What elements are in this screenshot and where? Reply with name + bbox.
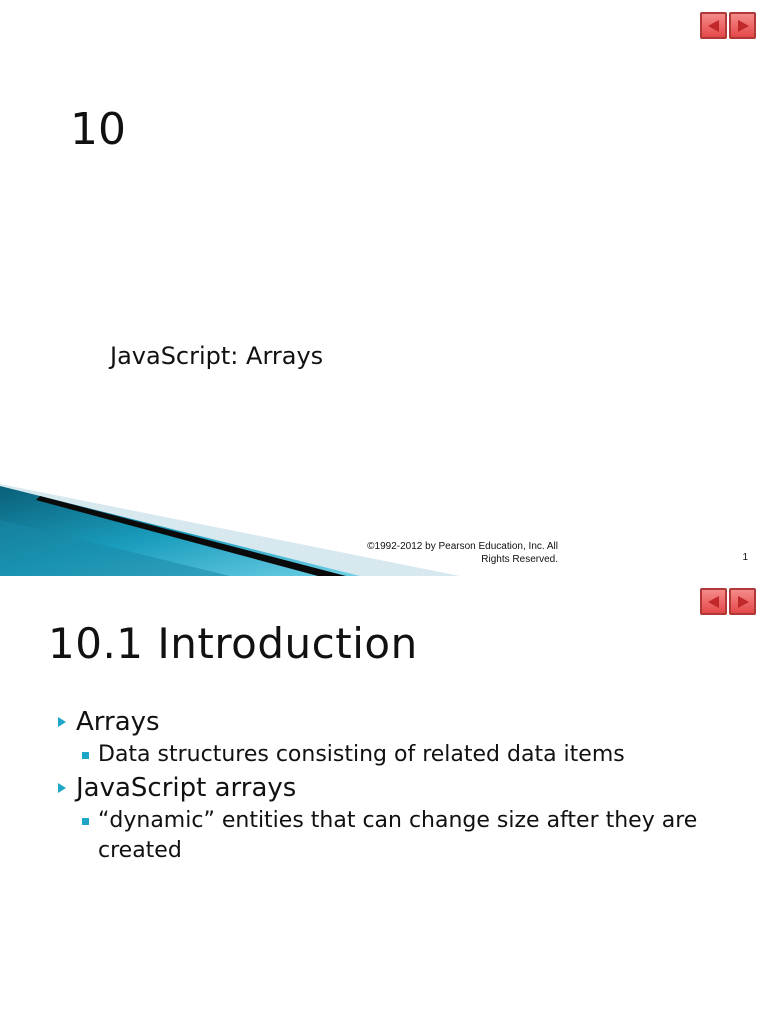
- sub-bullet-text: Data structures consisting of related data items: [98, 742, 625, 767]
- bullet-item: [56, 704, 716, 740]
- next-slide-button[interactable]: [729, 12, 756, 39]
- chapter-number: 10: [70, 104, 126, 155]
- content-slide: [0, 576, 768, 1024]
- chapter-title: JavaScript: Arrays: [110, 342, 324, 370]
- previous-slide-button[interactable]: [700, 12, 727, 39]
- next-slide-button[interactable]: [729, 588, 756, 615]
- bullet-list: [56, 704, 716, 866]
- bullet-text: Arrays: [76, 707, 160, 737]
- square-bullet-icon: [82, 818, 89, 825]
- sub-bullet-text: “dynamic” entities that can change size after they are created: [98, 808, 698, 863]
- triangle-right-icon: [735, 18, 751, 34]
- triangle-right-icon: [735, 594, 751, 610]
- square-bullet-icon: [82, 752, 89, 759]
- triangle-left-icon: [706, 18, 722, 34]
- triangle-left-icon: [706, 594, 722, 610]
- bullet-arrow-icon: [58, 717, 66, 727]
- bullet-text: JavaScript arrays: [76, 773, 297, 803]
- bullet-item: [56, 770, 716, 806]
- slide-nav: [700, 588, 756, 615]
- slide-title: 10.1 Introduction: [48, 619, 418, 668]
- previous-slide-button[interactable]: [700, 588, 727, 615]
- slide-nav: [700, 12, 756, 39]
- copyright-notice: ©1992-2012 by Pearson Education, Inc. All Rights Reserved.: [367, 541, 558, 565]
- sub-bullet-item: [56, 806, 716, 866]
- sub-bullet-item: [56, 740, 716, 770]
- bullet-arrow-icon: [58, 783, 66, 793]
- page-number: 1: [742, 552, 748, 563]
